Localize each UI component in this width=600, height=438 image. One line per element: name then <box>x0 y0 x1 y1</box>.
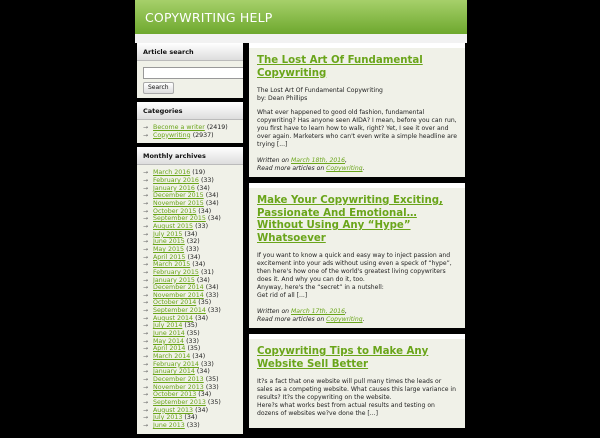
archive-item <box>143 307 237 315</box>
archive-item <box>143 215 237 223</box>
archive-item-count: (34) <box>195 406 209 414</box>
archive-item-link[interactable]: February 2014 <box>153 360 199 368</box>
post <box>249 334 465 428</box>
archive-item-count: (35) <box>207 399 221 406</box>
search-widget <box>137 43 243 98</box>
archive-item <box>143 261 237 269</box>
archive-item <box>143 185 237 193</box>
archive-item-count: (32) <box>186 238 200 246</box>
archives-list <box>143 169 237 429</box>
archive-item-count: (34) <box>198 391 212 399</box>
post-category-link[interactable]: Copywriting <box>326 316 363 323</box>
category-item-count: (2937) <box>192 131 214 139</box>
archive-item-link[interactable]: December 2015 <box>153 192 204 200</box>
archive-item-link[interactable]: February 2015 <box>153 268 199 276</box>
post-body <box>257 252 457 300</box>
archive-item-link[interactable]: May 2015 <box>153 245 185 253</box>
archive-item-link[interactable]: January 2016 <box>153 184 195 192</box>
post-excerpt: It?s a fact that one website will pull many times the leads or sales as a competing website. What causes this large variance in results? It?s the copywriting on the website. Here?s what works best from actual results and testing on dozens of websites we?ve done the [...] <box>257 378 456 417</box>
archive-item-link[interactable]: September 2014 <box>153 307 206 315</box>
category-item-count: (2419) <box>206 124 228 131</box>
post-body <box>257 378 457 418</box>
post-category-link[interactable]: Copywriting <box>326 165 363 172</box>
archive-item-link[interactable]: November 2015 <box>153 199 204 207</box>
category-item-link[interactable]: Become a writer <box>153 124 205 131</box>
archive-item <box>143 391 237 399</box>
post-date-link[interactable]: March 17th, 2016 <box>290 308 346 315</box>
archive-item-count: (33) <box>186 421 200 429</box>
archive-item <box>143 223 237 231</box>
header-divider <box>135 34 467 43</box>
archive-item-count: (33) <box>207 307 221 315</box>
archive-item-link[interactable]: June 2013 <box>153 421 185 429</box>
archive-item <box>143 192 237 200</box>
site-title[interactable]: COPYWRITING HELP <box>145 10 273 25</box>
archive-item-link[interactable]: July 2015 <box>153 230 183 238</box>
archive-item-link[interactable]: June 2014 <box>153 330 185 338</box>
archive-item-link[interactable]: May 2014 <box>153 337 185 345</box>
archive-item-link[interactable]: December 2013 <box>153 376 204 384</box>
archive-item-count: (34) <box>196 184 210 192</box>
archive-item <box>143 231 237 239</box>
archive-item-link[interactable]: April 2015 <box>153 253 186 261</box>
archive-item-link[interactable]: March 2014 <box>153 353 191 361</box>
archive-item-count: (33) <box>200 176 214 184</box>
archive-item-link[interactable]: August 2014 <box>153 314 194 322</box>
categories-list <box>143 124 237 139</box>
archive-item <box>143 269 237 277</box>
categories-widget <box>137 102 243 143</box>
archive-item-count: (35) <box>184 322 198 330</box>
archive-item <box>143 407 237 415</box>
archive-item-count: (34) <box>196 276 210 284</box>
archive-item-link[interactable]: April 2014 <box>153 345 186 353</box>
archive-item-link[interactable]: March 2016 <box>153 169 191 177</box>
post-body <box>257 87 457 149</box>
post-meta: Written on March 17th, 2016, Read more articles on Copywriting. <box>257 308 365 323</box>
archive-item <box>143 277 237 285</box>
archive-item-count: (34) <box>184 414 198 422</box>
post <box>249 183 465 328</box>
archive-item-link[interactable]: July 2014 <box>153 322 183 330</box>
archive-item-link[interactable]: October 2014 <box>153 299 197 307</box>
archives-title: Monthly archives <box>137 147 243 165</box>
archive-item <box>143 292 237 300</box>
search-widget-title: Article search <box>137 43 243 61</box>
categories-title: Categories <box>137 102 243 120</box>
archive-item <box>143 376 237 384</box>
archive-item-link[interactable]: October 2013 <box>153 391 197 399</box>
archive-item-count: (35) <box>187 345 201 353</box>
archive-item <box>143 238 237 246</box>
archive-item-count: (33) <box>195 222 209 230</box>
post <box>249 43 465 177</box>
archive-item <box>143 361 237 369</box>
archive-item <box>143 422 237 430</box>
archive-item-count: (33) <box>205 383 219 391</box>
archive-item <box>143 345 237 353</box>
archive-item <box>143 368 237 376</box>
archive-item-link[interactable]: November 2014 <box>153 291 204 299</box>
post-meta: Written on March 18th, 2016, Read more articles on Copywriting. <box>257 157 365 172</box>
category-item-link[interactable]: Copywriting <box>153 131 191 139</box>
archive-item-count: (34) <box>192 353 206 361</box>
archive-item-count: (35) <box>198 299 212 307</box>
sidebar <box>137 43 243 438</box>
archive-item <box>143 169 237 177</box>
archive-item-link[interactable]: March 2015 <box>153 261 191 269</box>
archive-item <box>143 330 237 338</box>
archive-item-count: (33) <box>186 337 199 345</box>
written-on-label: Written on <box>257 308 291 315</box>
read-more-label: Read more articles on <box>257 316 327 323</box>
archive-item <box>143 338 237 346</box>
archive-item-link[interactable]: January 2014 <box>153 368 195 376</box>
archive-item-link[interactable]: October 2015 <box>153 207 197 215</box>
archive-item-link[interactable]: September 2013 <box>153 399 206 406</box>
site-header <box>135 0 467 34</box>
read-more-label: Read more articles on <box>257 165 327 172</box>
archive-item <box>143 200 237 208</box>
post-title[interactable]: Copywriting Tips to Make Any Website Sell Better <box>257 346 429 370</box>
archive-item-count: (34) <box>205 192 219 200</box>
archive-item-link[interactable]: August 2013 <box>153 406 194 414</box>
archive-item-count: (33) <box>186 245 199 253</box>
post-byline: The Lost Art Of Fundamental Copywriting by: Dean Phillips <box>257 87 383 102</box>
archive-item-count: (33) <box>205 291 219 299</box>
archive-item-count: (34) <box>205 284 219 292</box>
archive-item-count: (34) <box>192 261 206 269</box>
archive-item-link[interactable]: July 2013 <box>153 414 183 422</box>
archive-item <box>143 399 237 407</box>
post-date-link[interactable]: March 18th, 2016 <box>290 157 346 164</box>
archive-item-count: (34) <box>187 253 201 261</box>
archive-item <box>143 208 237 216</box>
archive-item-count: (34) <box>205 199 219 207</box>
archive-item-count: (19) <box>192 169 206 177</box>
archive-item-count: (34) <box>184 230 198 238</box>
archives-widget <box>137 147 243 433</box>
archive-item-count: (34) <box>195 314 209 322</box>
archive-item-count: (35) <box>205 376 219 384</box>
archive-item-link[interactable]: June 2015 <box>153 238 185 246</box>
archive-item-link[interactable]: January 2015 <box>153 276 195 284</box>
archive-item <box>143 284 237 292</box>
search-button[interactable]: Search <box>143 82 174 94</box>
archive-item <box>143 299 237 307</box>
category-item <box>143 132 237 140</box>
post-excerpt: If you want to know a quick and easy way to inject passion and excitement into your ads without using even a speck of “hype”, then here's how one of the world's greatest living copywriters does it. And why you can do it, too. Anyway, here's the “secret” in a nutshell: Get rid of all [...] <box>257 252 452 299</box>
archive-item <box>143 322 237 330</box>
archive-item-link[interactable]: December 2014 <box>153 284 204 292</box>
archive-item-link[interactable]: February 2016 <box>153 176 199 184</box>
archive-item-link[interactable]: August 2015 <box>153 222 194 230</box>
archive-item-link[interactable]: September 2015 <box>153 215 206 223</box>
archive-item <box>143 254 237 262</box>
archive-item-count: (35) <box>186 330 200 338</box>
category-item <box>143 124 237 132</box>
main-content <box>249 43 465 434</box>
archive-item-count: (34) <box>196 368 210 376</box>
search-input[interactable] <box>143 67 243 79</box>
archive-item-count: (34) <box>207 215 221 223</box>
archive-item-link[interactable]: November 2013 <box>153 383 204 391</box>
archive-item <box>143 246 237 254</box>
post-title[interactable]: Make Your Copywriting Exciting, Passionate And Emotional…Without Using Any “Hype” Whatsoever <box>257 195 443 244</box>
archive-item <box>143 384 237 392</box>
archive-item-count: (34) <box>198 207 212 215</box>
archive-item <box>143 177 237 185</box>
archive-item-count: (31) <box>200 268 214 276</box>
archive-item-count: (33) <box>200 360 214 368</box>
post-excerpt: What ever happened to good old fashion, fundamental copywriting? Has anyone seen AIDA? I mean, before you can run, you first have to learn how to walk, right? Yet, I see it over and over again. Marketers who can't even write a simple headline are trying [...] <box>257 109 457 148</box>
archive-item <box>143 315 237 323</box>
post-title[interactable]: The Lost Art Of Fundamental Copywriting <box>257 55 423 79</box>
archive-item <box>143 353 237 361</box>
written-on-label: Written on <box>257 157 291 164</box>
archive-item <box>143 414 237 422</box>
